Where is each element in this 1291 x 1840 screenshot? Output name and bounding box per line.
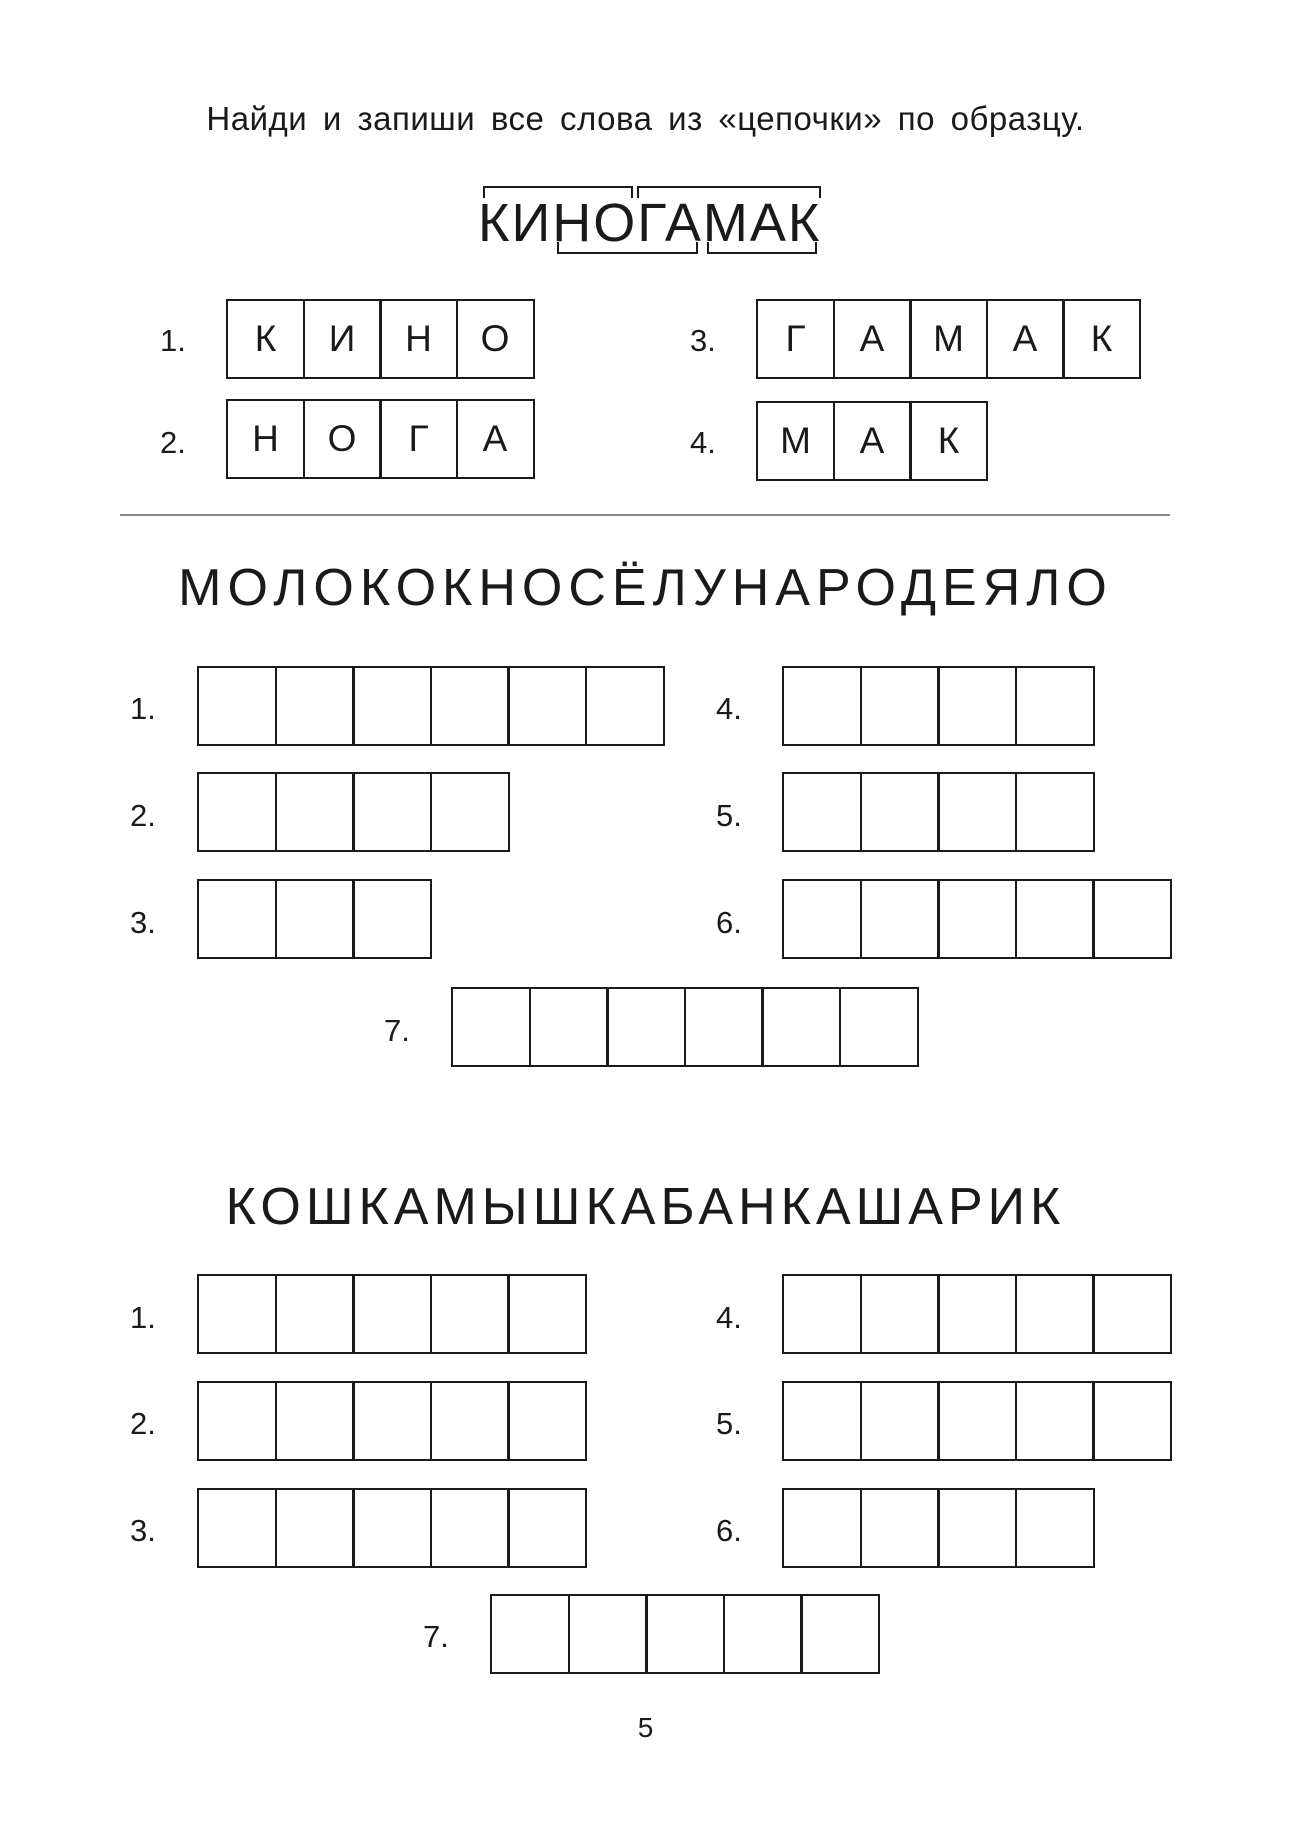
answer-cell[interactable] [1092,1274,1172,1354]
answer-cell[interactable] [490,1594,570,1674]
answer-row [782,879,1172,959]
answer-cell[interactable] [430,1381,510,1461]
answer-cell[interactable] [275,1488,355,1568]
answer-row [197,1274,587,1354]
answer-cell[interactable] [723,1594,803,1674]
answer-cell[interactable] [197,1488,277,1568]
answer-cell[interactable] [1015,666,1095,746]
answer-number: 3. [130,1513,156,1548]
answer-row [197,666,665,746]
answer-number: 6. [716,905,742,940]
answer-cell[interactable] [1015,1274,1095,1354]
answer-cell[interactable] [1015,879,1095,959]
answer-cell[interactable] [197,1381,277,1461]
answer-row [782,772,1095,852]
answer-number: 5. [716,1406,742,1441]
answer-cell[interactable] [1015,1381,1095,1461]
answer-number: 7. [384,1013,410,1048]
answer-cell[interactable] [1015,772,1095,852]
answer-cell[interactable] [937,772,1017,852]
answer-cell[interactable] [860,772,940,852]
answer-cell[interactable] [352,1488,432,1568]
letter-cell: А [456,399,535,479]
answer-cell[interactable] [275,879,355,959]
section-divider [120,514,1170,516]
letter-cell: К [1062,299,1141,379]
answer-row [782,1488,1095,1568]
answer-cell[interactable] [937,1274,1017,1354]
answer-number: 2. [130,798,156,833]
answer-cell[interactable] [507,1381,587,1461]
letter-cell: Г [379,399,458,479]
answer-cell[interactable] [568,1594,648,1674]
answer-cell[interactable] [782,1488,862,1568]
example-number: 4. [690,425,716,460]
answer-cell[interactable] [860,1381,940,1461]
answer-number: 4. [716,691,742,726]
answer-cell[interactable] [451,987,531,1067]
letter-cell: К [909,401,988,481]
answer-number: 5. [716,798,742,833]
answer-cell[interactable] [430,1488,510,1568]
example-number: 3. [690,323,716,358]
answer-cell[interactable] [430,772,510,852]
example-number: 1. [160,323,186,358]
answer-cell[interactable] [430,666,510,746]
answer-cell[interactable] [860,666,940,746]
page-number: 5 [637,1712,654,1743]
answer-row [197,879,432,959]
answer-number: 1. [130,1300,156,1335]
answer-cell[interactable] [529,987,609,1067]
example-word-row [226,299,535,379]
answer-cell[interactable] [352,879,432,959]
answer-cell[interactable] [782,666,862,746]
instruction-text: Найди и запиши все слова из «цепочки» по образцу. [206,100,1085,137]
answer-cell[interactable] [839,987,919,1067]
answer-cell[interactable] [1092,1381,1172,1461]
answer-cell[interactable] [275,772,355,852]
answer-row [782,666,1095,746]
answer-number: 3. [130,905,156,940]
answer-cell[interactable] [606,987,686,1067]
answer-cell[interactable] [197,666,277,746]
answer-cell[interactable] [275,1274,355,1354]
answer-cell[interactable] [860,1488,940,1568]
answer-cell[interactable] [507,666,587,746]
answer-cell[interactable] [782,879,862,959]
answer-cell[interactable] [782,772,862,852]
answer-cell[interactable] [761,987,841,1067]
letter-cell: А [986,299,1065,379]
answer-cell[interactable] [352,666,432,746]
answer-number: 2. [130,1406,156,1441]
answer-cell[interactable] [585,666,665,746]
answer-cell[interactable] [860,879,940,959]
letter-cell: И [303,299,382,379]
example-number: 2. [160,425,186,460]
answer-cell[interactable] [352,1381,432,1461]
exercise2-chain: КОШКАМЫШКАБАНКАШАРИК [225,1178,1066,1236]
letter-cell: К [226,299,305,379]
answer-cell[interactable] [800,1594,880,1674]
answer-cell[interactable] [352,772,432,852]
answer-number: 6. [716,1513,742,1548]
example-word-row [756,401,988,481]
letter-cell: А [833,299,912,379]
answer-cell[interactable] [507,1488,587,1568]
answer-row [197,1488,587,1568]
example-chain: КИНОГАМАК [478,193,822,253]
answer-cell[interactable] [684,987,764,1067]
answer-cell[interactable] [937,1381,1017,1461]
answer-row [197,772,510,852]
letter-cell: Н [379,299,458,379]
answer-row [782,1381,1172,1461]
answer-cell[interactable] [1015,1488,1095,1568]
letter-cell: О [303,399,382,479]
answer-number: 4. [716,1300,742,1335]
answer-cell[interactable] [275,666,355,746]
answer-cell[interactable] [937,1488,1017,1568]
answer-cell[interactable] [860,1274,940,1354]
answer-cell[interactable] [645,1594,725,1674]
answer-cell[interactable] [507,1274,587,1354]
answer-cell[interactable] [782,1274,862,1354]
letter-cell: Г [756,299,835,379]
answer-number: 1. [130,691,156,726]
answer-row [490,1594,880,1674]
exercise1-chain: МОЛОКОКНОСЁЛУНАРОДЕЯЛО [178,559,1113,617]
example-word-row [756,299,1141,379]
answer-row [451,987,919,1067]
answer-cell[interactable] [197,879,277,959]
letter-cell: А [833,401,912,481]
answer-number: 7. [423,1619,449,1654]
answer-cell[interactable] [197,772,277,852]
answer-row [782,1274,1172,1354]
answer-cell[interactable] [937,879,1017,959]
answer-cell[interactable] [352,1274,432,1354]
answer-cell[interactable] [782,1381,862,1461]
answer-cell[interactable] [1092,879,1172,959]
answer-cell[interactable] [275,1381,355,1461]
answer-row [197,1381,587,1461]
answer-cell[interactable] [197,1274,277,1354]
letter-cell: М [909,299,988,379]
letter-cell: М [756,401,835,481]
letter-cell: Н [226,399,305,479]
answer-cell[interactable] [937,666,1017,746]
example-word-row [226,399,535,479]
answer-cell[interactable] [430,1274,510,1354]
letter-cell: О [456,299,535,379]
